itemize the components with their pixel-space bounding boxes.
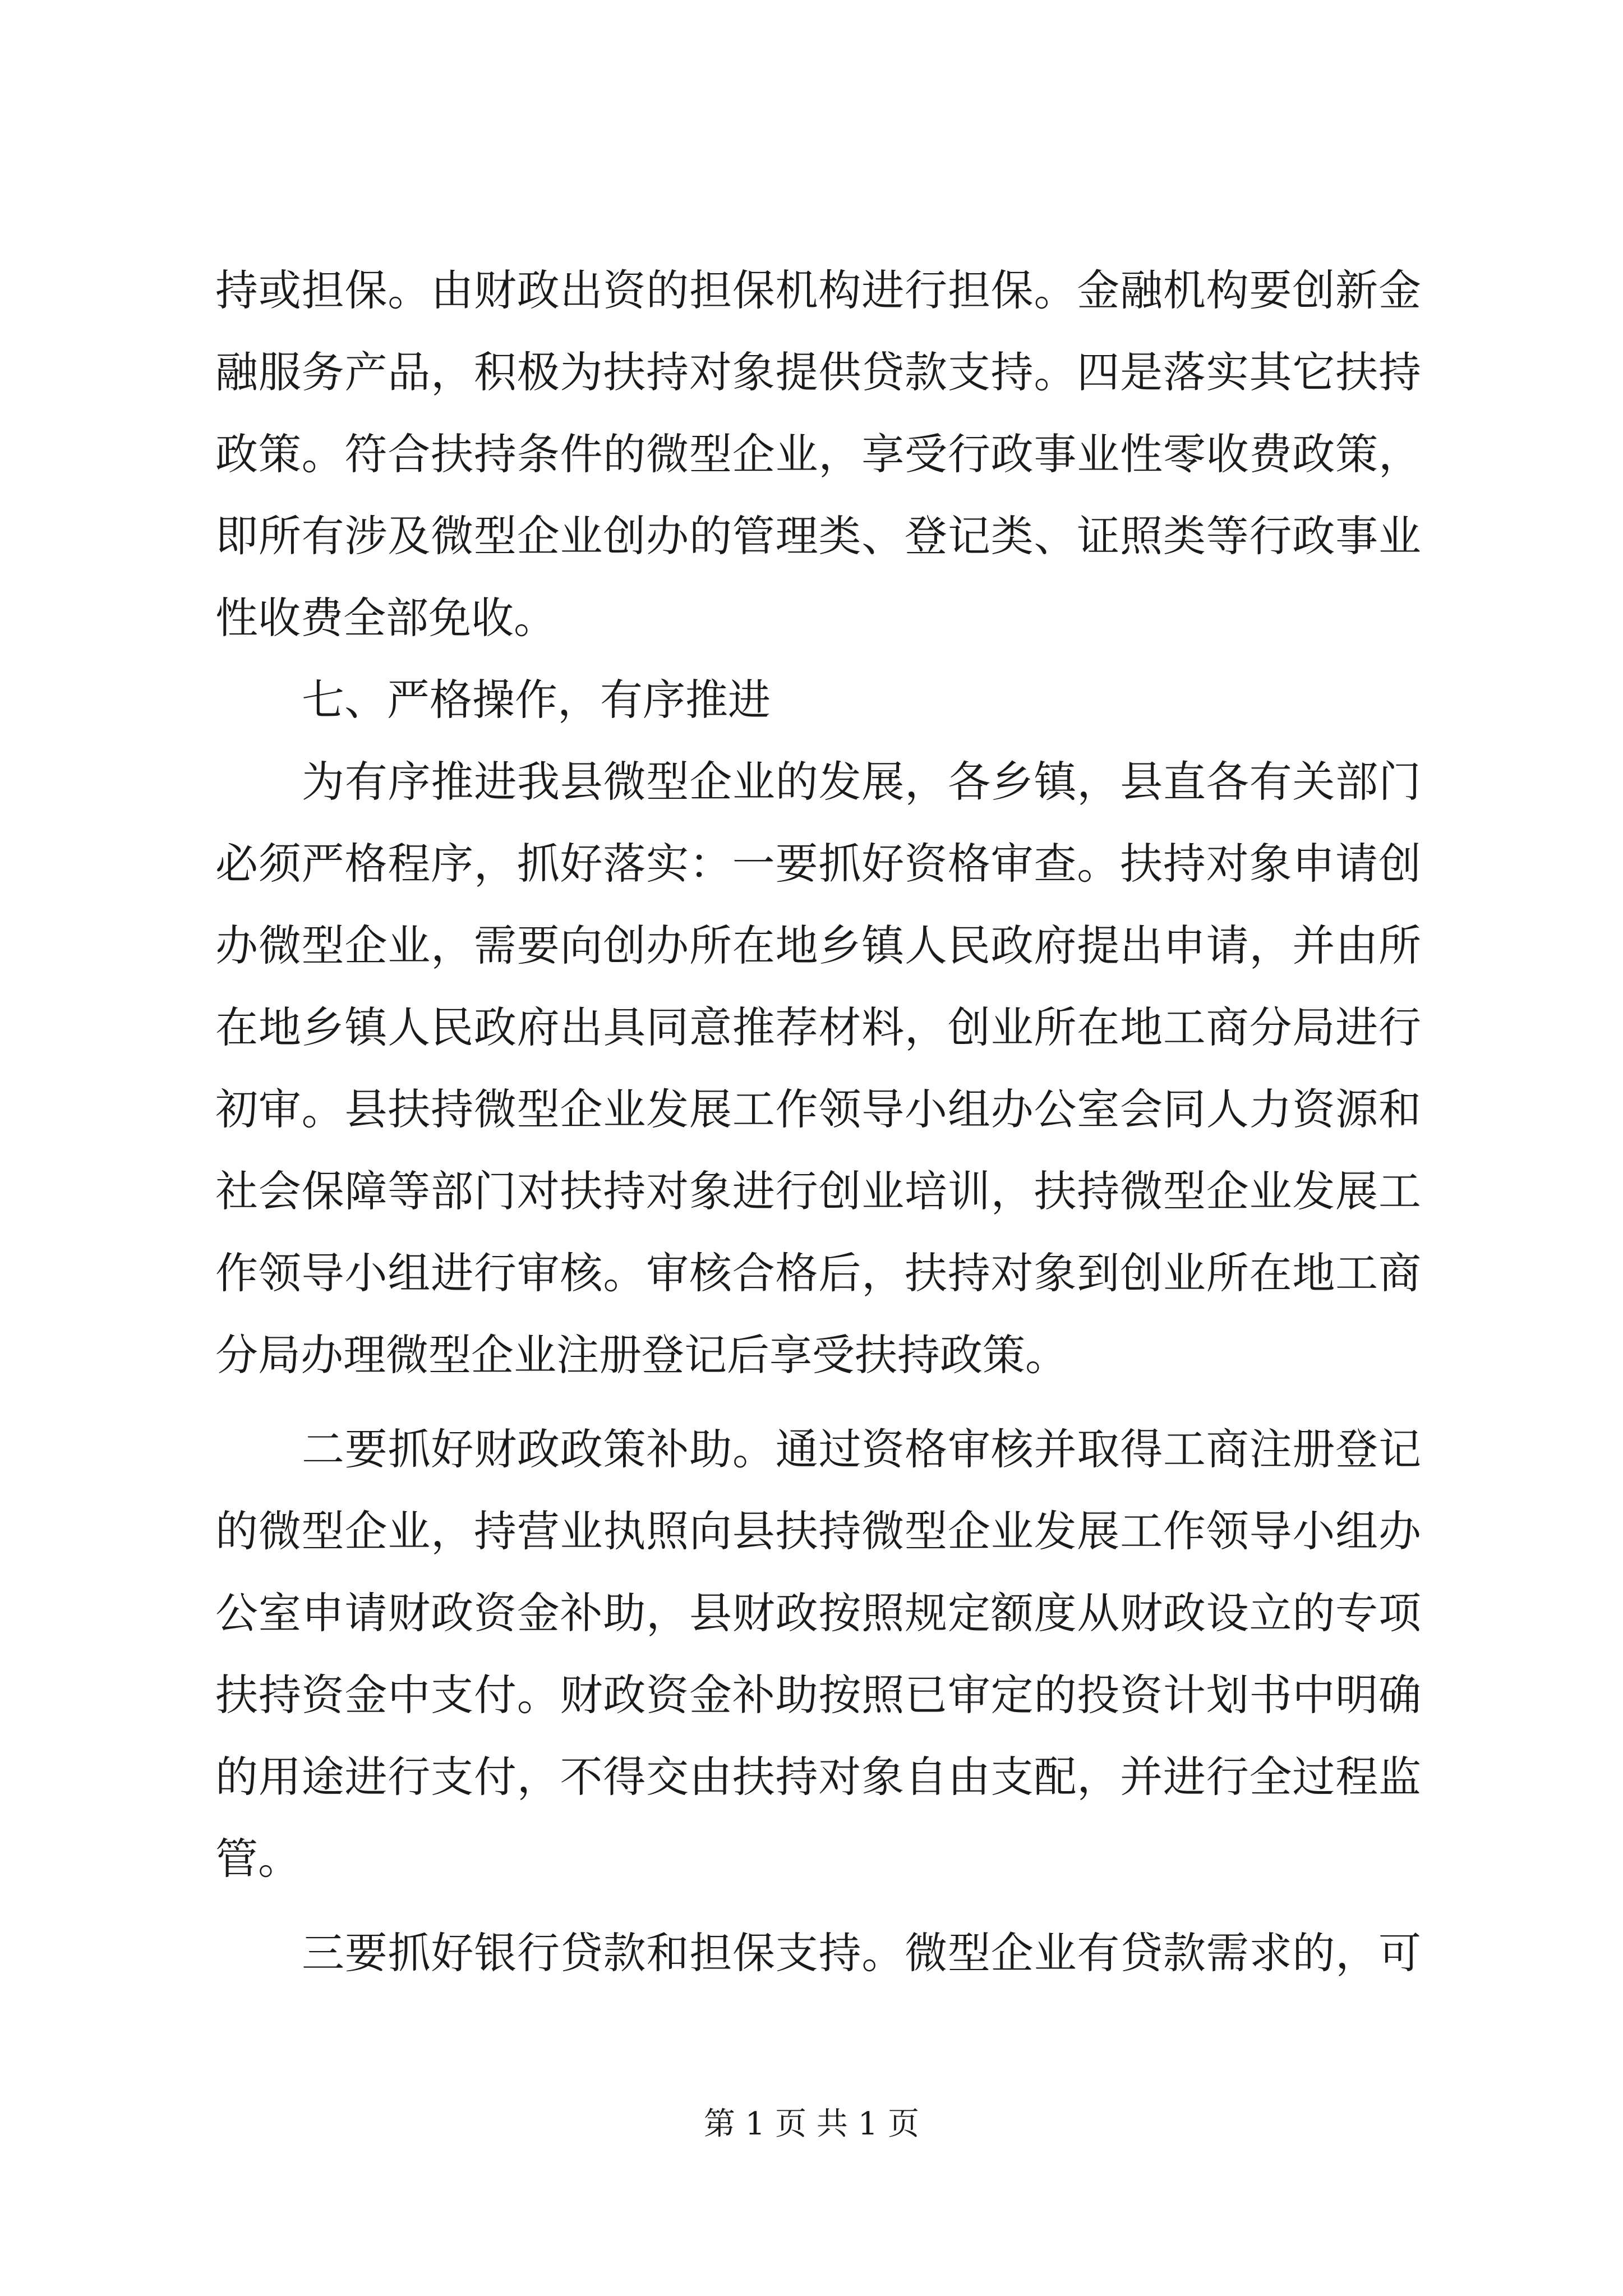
text-line: 必须严格程序，抓好落实：一要抓好资格审查。扶持对象申请创 — [215, 839, 1421, 889]
text-line: 社会保障等部门对扶持对象进行创业培训，扶持微型企业发展工 — [215, 1166, 1421, 1216]
paragraph-first-line: 三要抓好银行贷款和担保支持。微型企业有贷款需求的，可 — [302, 1928, 1421, 1978]
paragraph-first-line: 二要抓好财政政策补助。通过资格审核并取得工商注册登记 — [302, 1424, 1421, 1474]
text-line: 的微型企业，持营业执照向县扶持微型企业发展工作领导小组办 — [215, 1506, 1421, 1556]
text-line: 的用途进行支付，不得交由扶持对象自由支配，并进行全过程监 — [215, 1752, 1421, 1802]
text-line: 持或担保。由财政出资的担保机构进行担保。金融机构要创新金 — [215, 265, 1421, 315]
text-line: 即所有涉及微型企业创办的管理类、登记类、证照类等行政事业 — [215, 511, 1421, 561]
section-heading: 七、严格操作，有序推进 — [302, 675, 771, 725]
text-line: 作领导小组进行审核。审核合格后，扶持对象到创业所在地工商 — [215, 1248, 1421, 1298]
paragraph-first-line: 为有序推进我县微型企业的发展，各乡镇，县直各有关部门 — [302, 757, 1421, 807]
text-line: 办微型企业，需要向创办所在地乡镇人民政府提出申请，并由所 — [215, 921, 1421, 970]
paragraph-gap — [215, 1409, 1421, 1421]
text-line: 初审。县扶持微型企业发展工作领导小组办公室会同人力资源和 — [215, 1084, 1421, 1134]
text-line: 管。 — [215, 1834, 301, 1884]
page-footer: 第 1 页 共 1 页 — [703, 2106, 920, 2142]
text-line: 分局办理微型企业注册登记后享受扶持政策。 — [215, 1330, 1068, 1380]
paragraph-gap — [215, 1913, 1421, 1925]
document-body — [215, 263, 1421, 2007]
text-line: 政策。符合扶持条件的微型企业，享受行政事业性零收费政策， — [215, 429, 1421, 479]
text-line: 扶持资金中支付。财政资金补助按照已审定的投资计划书中明确 — [215, 1670, 1421, 1720]
text-line: 融服务产品，积极为扶持对象提供贷款支持。四是落实其它扶持 — [215, 347, 1421, 397]
text-line: 性收费全部免收。 — [215, 593, 556, 643]
text-line: 公室申请财政资金补助，县财政按照规定额度从财政设立的专项 — [215, 1588, 1421, 1638]
text-line: 在地乡镇人民政府出具同意推荐材料，创业所在地工商分局进行 — [215, 1002, 1421, 1052]
